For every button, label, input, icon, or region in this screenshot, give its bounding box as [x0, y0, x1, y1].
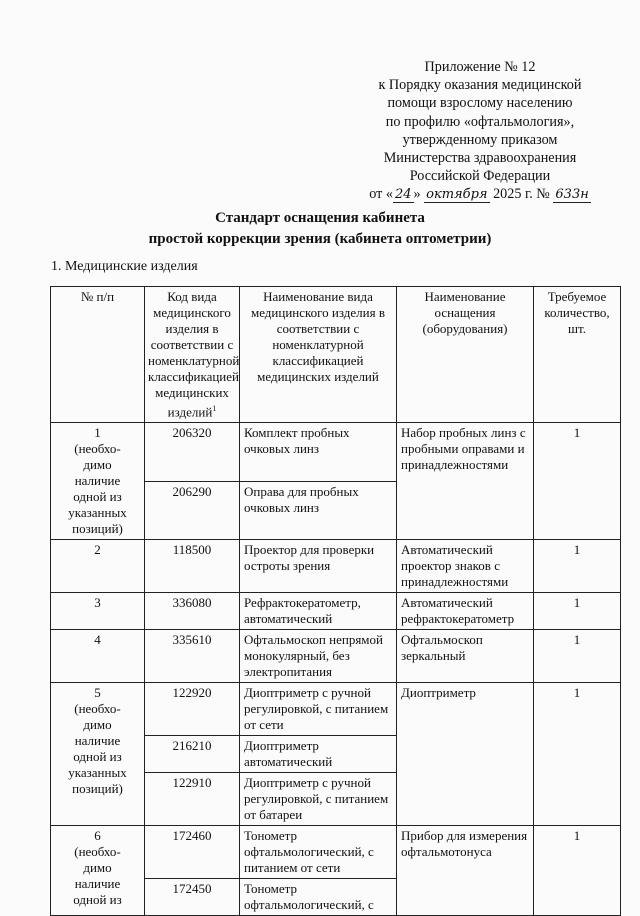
- equipment-name: Автоматический рефрактокератометр: [397, 593, 534, 630]
- doc-number: 633н: [555, 187, 589, 203]
- section-heading: 1. Медицинские изделия: [51, 259, 198, 274]
- table-header-row: [51, 287, 621, 423]
- item-name: Рефрактокератометр, автоматический: [240, 593, 397, 630]
- appendix-line: Министерства здравоохранения: [383, 150, 577, 167]
- item-name: Тонометр офтальмологический, с питанием от сети: [240, 826, 397, 879]
- document-title: [0, 208, 640, 250]
- required-quantity: 1: [534, 630, 621, 683]
- row-number: 6 (необхо- димо наличие одной из: [51, 826, 145, 916]
- item-name: Диоптриметр автоматический: [240, 736, 397, 773]
- header-num: № п/п: [51, 287, 145, 423]
- header-code-text: Код вида медицинского изделия в соответствии с номенклатурной классификацией медицинских изделий: [148, 289, 240, 420]
- item-name: Оправа для пробных очковых линз: [240, 481, 397, 540]
- header-equipment: Наименование оснащения (оборудования): [397, 287, 534, 423]
- item-name: Диоптриметр с ручной регулировкой, с питанием от сети: [240, 683, 397, 736]
- item-name: Диоптриметр с ручной регулировкой, с питанием от батареи: [240, 773, 397, 826]
- date-year: 2025 г. №: [493, 186, 550, 203]
- required-quantity: 1: [534, 593, 621, 630]
- row-number: 5 (необхо- димо наличие одной из указанных позиций): [51, 683, 145, 826]
- required-quantity: 1: [534, 540, 621, 593]
- row-number: 1 (необхо- димо наличие одной из указанных позиций): [51, 423, 145, 540]
- date-day: 24: [394, 187, 412, 203]
- footnote-mark: 1: [212, 404, 217, 413]
- item-code: 122920: [145, 683, 240, 736]
- item-code: 172450: [145, 879, 240, 916]
- table-row: [51, 540, 621, 593]
- row-number: 2: [51, 540, 145, 593]
- item-code: 335610: [145, 630, 240, 683]
- equipment-name: Офтальмоскоп зеркальный: [397, 630, 534, 683]
- table-row: [51, 826, 621, 879]
- appendix-line: утвержденному приказом: [402, 131, 558, 148]
- table-row: [51, 683, 621, 736]
- item-code: 172460: [145, 826, 240, 879]
- item-code: 118500: [145, 540, 240, 593]
- equipment-name: Диоптриметр: [397, 683, 534, 826]
- table-row: [51, 593, 621, 630]
- required-quantity: 1: [534, 423, 621, 540]
- required-quantity: 1: [534, 683, 621, 826]
- row-number: 4: [51, 630, 145, 683]
- appendix-line: помощи взрослому населению: [387, 95, 573, 112]
- table-row: [51, 423, 621, 482]
- date-prefix: от «: [369, 186, 393, 203]
- equipment-table: [50, 286, 621, 916]
- equipment-name: Автоматический проектор знаков с принадлежностями: [397, 540, 534, 593]
- item-name: Тонометр офтальмологический, с: [240, 879, 397, 916]
- item-name: Проектор для проверки остроты зрения: [240, 540, 397, 593]
- title-line-2: простой коррекции зрения (кабинета оптометрии): [148, 231, 492, 247]
- appendix-line: к Порядку оказания медицинской: [378, 77, 582, 94]
- order-date-line: [355, 185, 605, 204]
- item-name: Офтальмоскоп непрямой монокулярный, без электропитания: [240, 630, 397, 683]
- required-quantity: 1: [534, 826, 621, 916]
- appendix-line: Российской Федерации: [409, 168, 551, 185]
- item-name: Комплект пробных очковых линз: [240, 423, 397, 482]
- title-line-1: Стандарт оснащения кабинета: [215, 210, 425, 226]
- header-qty: Требуемое количество, шт.: [534, 287, 621, 423]
- header-name: Наименование вида медицинского изделия в соответствии с номенклатурной классификацией медицинских изделий: [240, 287, 397, 423]
- date-month: октября: [426, 187, 488, 203]
- item-code: 216210: [145, 736, 240, 773]
- table-row: [51, 630, 621, 683]
- item-code: 206320: [145, 423, 240, 482]
- item-code: 206290: [145, 481, 240, 540]
- appendix-line: Приложение № 12: [424, 59, 536, 75]
- equipment-name: Набор пробных линз с пробными оправами и принадлежностями: [397, 423, 534, 540]
- equipment-name: Прибор для измерения офтальмотонуса: [397, 826, 534, 916]
- item-code: 122910: [145, 773, 240, 826]
- header-code: [145, 287, 240, 423]
- appendix-header: [355, 58, 605, 205]
- date-mid: »: [413, 186, 421, 203]
- row-number: 3: [51, 593, 145, 630]
- appendix-line: по профилю «офтальмология»,: [385, 113, 575, 130]
- item-code: 336080: [145, 593, 240, 630]
